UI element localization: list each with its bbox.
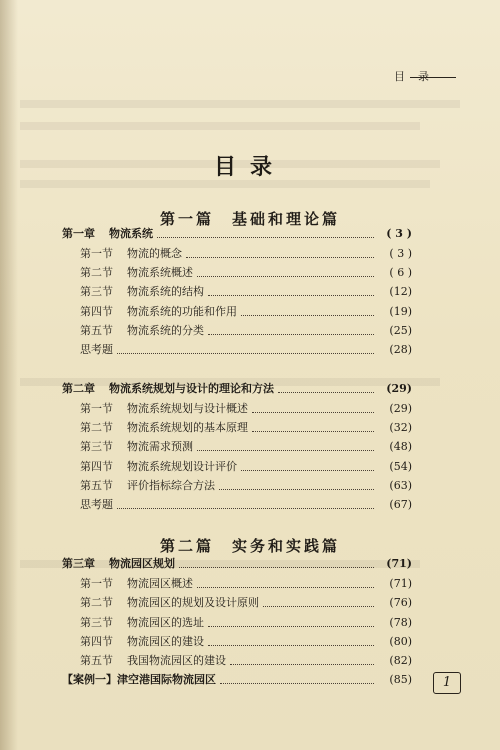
toc-entry-page: (82) <box>389 654 412 667</box>
toc-entry-page: (85) <box>389 673 412 686</box>
toc-entry-number: 第二节 <box>80 596 113 609</box>
toc-section-entry[interactable] <box>80 456 412 474</box>
toc-entry-label <box>80 421 248 435</box>
toc-dot-leader <box>241 469 374 471</box>
toc-entry-number: 第五节 <box>80 654 113 667</box>
toc-entry-title: 物流系统的功能和作用 <box>127 305 237 318</box>
toc-dot-leader <box>117 507 374 509</box>
toc-dot-leader <box>230 663 374 665</box>
toc-entry-label <box>80 596 259 610</box>
toc-section-entry[interactable] <box>80 339 412 357</box>
toc-entry-number: 第三节 <box>80 440 113 453</box>
toc-dot-leader <box>186 256 374 258</box>
toc-entry-label <box>80 460 237 474</box>
toc-entry-label <box>80 635 204 649</box>
toc-entry-page: ( 3 ) <box>386 227 412 240</box>
part-heading-2: 第二篇 实务和实践篇 <box>159 537 340 555</box>
toc-entry-title: 物流系统的结构 <box>127 285 204 298</box>
toc-entry-label <box>80 479 215 493</box>
toc-section-entry[interactable] <box>80 320 412 338</box>
toc-entry-number: 第三节 <box>80 285 113 298</box>
toc-entry-page: (54) <box>389 460 412 473</box>
toc-entry-number: 第二节 <box>80 421 113 434</box>
toc-entry-number: 第一节 <box>80 577 113 590</box>
toc-dot-leader <box>278 391 374 393</box>
toc-entry-page: (71) <box>386 557 412 570</box>
toc-entry-title: 物流园区的选址 <box>127 616 204 629</box>
toc-entry-label <box>80 402 248 416</box>
toc-entry-label <box>62 557 175 571</box>
toc-dot-leader <box>179 566 374 568</box>
toc-entry-page: (19) <box>389 305 412 318</box>
toc-entry-title: 思考题 <box>80 498 113 511</box>
toc-entry-page: ( 6 ) <box>389 266 412 279</box>
toc-entry-title: 物流需求预测 <box>127 440 193 453</box>
toc-chapter-entry[interactable] <box>62 223 412 241</box>
toc-entry-title: 物流系统规划与设计的理论和方法 <box>109 382 274 395</box>
toc-section-entry[interactable] <box>80 417 412 435</box>
toc-entry-label <box>62 382 274 396</box>
toc-entry-page: (32) <box>389 421 412 434</box>
toc-dot-leader <box>208 644 374 646</box>
page-title: 目录 <box>213 154 286 180</box>
toc-entry-number: 第五节 <box>80 324 113 337</box>
toc-entry-label <box>80 247 182 261</box>
toc-section-entry[interactable] <box>80 573 412 591</box>
toc-entry-page: (25) <box>389 324 412 337</box>
toc-entry-title: 物流园区概述 <box>127 577 193 590</box>
toc-entry-number: 第一节 <box>80 402 113 415</box>
toc-entry-label <box>80 343 113 357</box>
toc-entry-title: 【案例一】津空港国际物流园区 <box>62 673 216 686</box>
toc-dot-leader <box>157 236 374 238</box>
toc-entry-page: (78) <box>389 616 412 629</box>
toc-dot-leader <box>220 682 374 684</box>
page-binding-shadow <box>0 0 18 750</box>
toc-dot-leader <box>219 488 374 490</box>
toc-entry-label <box>80 324 204 338</box>
toc-entry-title: 物流园区规划 <box>109 557 175 570</box>
toc-section-entry[interactable] <box>80 475 412 493</box>
toc-entry-label <box>80 498 113 512</box>
toc-entry-title: 物流园区的建设 <box>127 635 204 648</box>
toc-section-entry[interactable] <box>80 494 412 512</box>
toc-chapter-entry[interactable] <box>62 378 412 396</box>
toc-entry-label <box>80 654 226 668</box>
toc-entry-number: 第二节 <box>80 266 113 279</box>
page-number: 1 <box>433 672 461 694</box>
toc-entry-label <box>62 673 216 687</box>
toc-entry-number: 第四节 <box>80 635 113 648</box>
toc-dot-leader <box>252 430 374 432</box>
toc-entry-number: 第一章 <box>62 227 95 240</box>
toc-entry-label <box>80 285 204 299</box>
toc-entry-number: 第二章 <box>62 382 95 395</box>
toc-entry-title: 思考题 <box>80 343 113 356</box>
toc-dot-leader <box>197 586 374 588</box>
running-header: 目 录 <box>394 70 430 83</box>
toc-dot-leader <box>208 294 374 296</box>
toc-entry-label <box>80 577 193 591</box>
toc-section-entry[interactable] <box>80 650 412 668</box>
toc-entry-title: 物流园区的规划及设计原则 <box>127 596 259 609</box>
toc-entry-page: (48) <box>389 440 412 453</box>
toc-entry-title: 物流系统规划的基本原理 <box>127 421 248 434</box>
toc-entry-label <box>80 305 237 319</box>
toc-entry-page: (76) <box>389 596 412 609</box>
toc-entry-page: (29) <box>389 402 412 415</box>
toc-dot-leader <box>117 352 374 354</box>
toc-dot-leader <box>263 605 374 607</box>
part-heading-1: 第一篇 基础和理论篇 <box>159 210 340 228</box>
toc-entry-page: (28) <box>389 343 412 356</box>
toc-entry-page: (29) <box>386 382 412 395</box>
toc-entry-title: 物流系统概述 <box>127 266 193 279</box>
toc-entry-label <box>80 440 193 454</box>
toc-entry-number: 第三章 <box>62 557 95 570</box>
toc-entry-page: ( 3 ) <box>389 247 412 260</box>
toc-dot-leader <box>241 314 374 316</box>
toc-dot-leader <box>197 275 374 277</box>
toc-entry-title: 我国物流园区的建设 <box>127 654 226 667</box>
toc-entry-title: 评价指标综合方法 <box>127 479 215 492</box>
toc-entry-label <box>62 227 153 241</box>
toc-entry-number: 第五节 <box>80 479 113 492</box>
toc-entry-page: (71) <box>389 577 412 590</box>
toc-chapter-entry[interactable] <box>62 553 412 571</box>
toc-section-entry[interactable] <box>80 262 412 280</box>
toc-entry-page: (63) <box>389 479 412 492</box>
toc-entry-title: 物流系统的分类 <box>127 324 204 337</box>
toc-entry-number: 第四节 <box>80 305 113 318</box>
toc-section-entry[interactable] <box>80 631 412 649</box>
toc-section-entry[interactable] <box>80 436 412 454</box>
toc-entry-page: (80) <box>389 635 412 648</box>
toc-dot-leader <box>252 411 374 413</box>
toc-entry-label <box>80 616 204 630</box>
toc-entry-page: (67) <box>389 498 412 511</box>
toc-section-entry[interactable] <box>80 612 412 630</box>
toc-dot-leader <box>197 449 374 451</box>
toc-entry-number: 第三节 <box>80 616 113 629</box>
toc-entry-page: (12) <box>389 285 412 298</box>
toc-entry-number: 第四节 <box>80 460 113 473</box>
toc-section-entry[interactable] <box>80 243 412 261</box>
toc-entry-number: 第一节 <box>80 247 113 260</box>
header-rule <box>410 77 456 78</box>
toc-section-entry[interactable] <box>80 398 412 416</box>
toc-entry-title: 物流系统规划与设计概述 <box>127 402 248 415</box>
toc-section-entry[interactable] <box>80 592 412 610</box>
toc-dot-leader <box>208 333 374 335</box>
toc-dot-leader <box>208 625 374 627</box>
toc-entry-title: 物流的概念 <box>127 247 182 260</box>
toc-section-entry[interactable] <box>80 281 412 299</box>
toc-section-entry[interactable] <box>80 301 412 319</box>
toc-entry-title: 物流系统规划设计评价 <box>127 460 237 473</box>
toc-entry-title: 物流系统 <box>109 227 153 240</box>
toc-case-entry[interactable] <box>62 669 412 687</box>
toc-entry-label <box>80 266 193 280</box>
